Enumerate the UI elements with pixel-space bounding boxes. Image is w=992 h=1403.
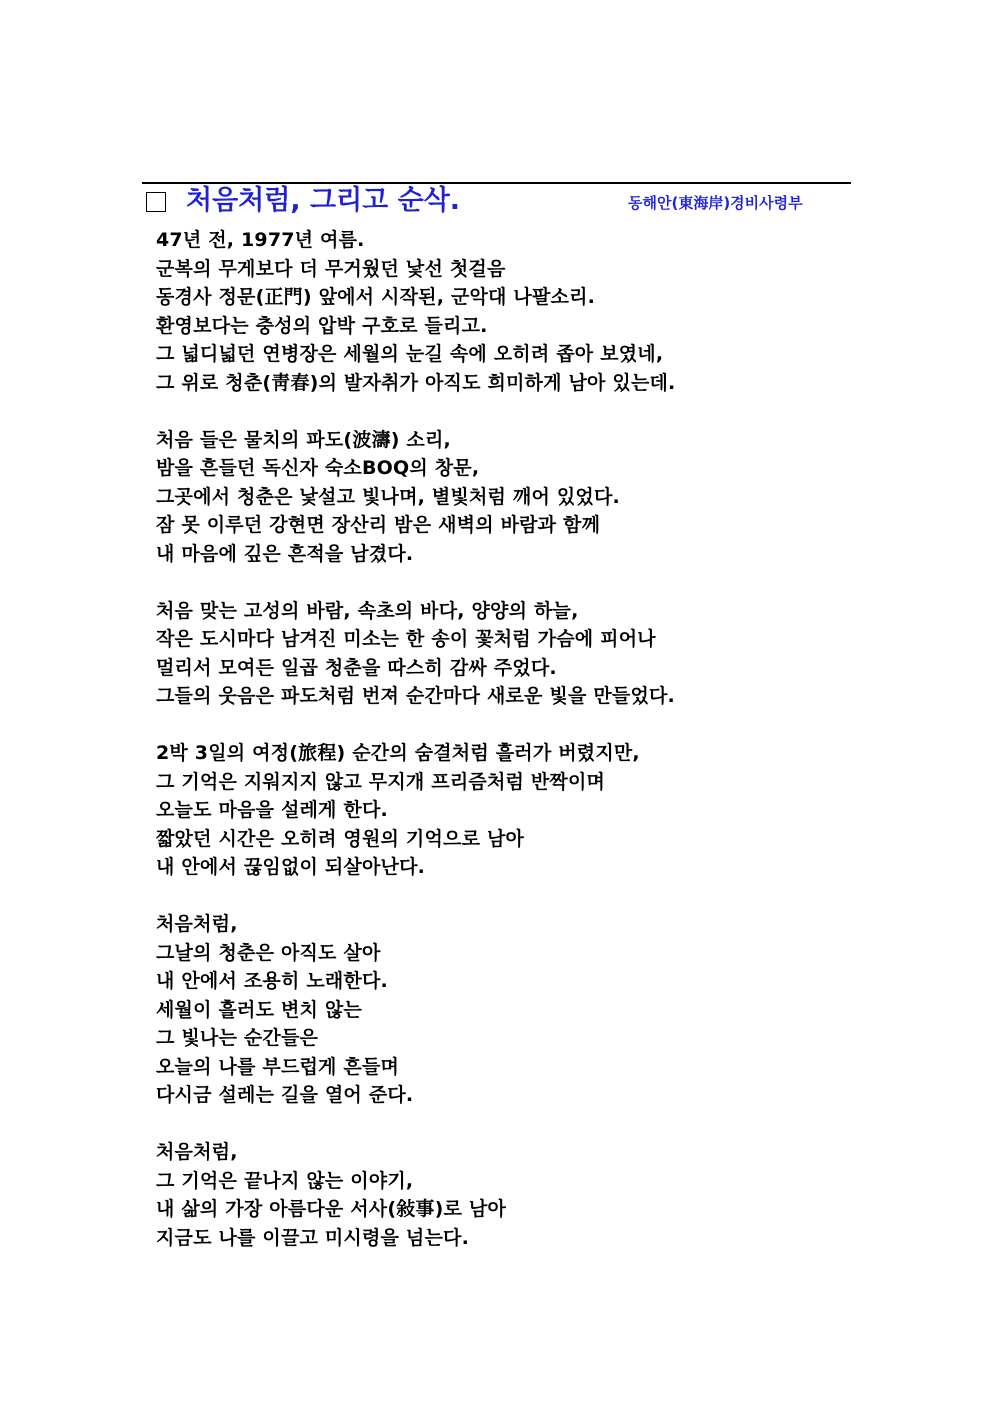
poem-line: 오늘의 나를 부드럽게 흔들며 [156,1055,400,1078]
poem-line: 그들의 웃음은 파도처럼 번져 순간마다 새로운 빛을 만들었다. [156,685,675,707]
poem-line: 동경사 정문(正門) 앞에서 시작된, 군악대 나팔소리. [156,286,596,308]
poem-body [156,226,846,1281]
poem-line: 내 안에서 조용히 노래한다. [156,970,388,992]
stanza-6 [156,1138,846,1252]
stanza-1 [156,226,846,397]
poem-line: 처음처럼, [156,913,238,935]
document-header [146,184,851,224]
stanza-2 [156,426,846,569]
poem-line: 그 위로 청춘(靑春)의 발자취가 아직도 희미하게 남아 있는데. [156,371,676,394]
poem-line: 다시금 설레는 길을 열어 준다. [156,1084,414,1106]
poem-line: 오늘도 마음을 설레게 한다. [156,799,388,821]
poem-line: 짧았던 시간은 오히려 영원의 기억으로 남아 [156,827,525,850]
poem-line: 멀리서 모여든 일곱 청춘을 따스히 감싸 주었다. [156,656,557,679]
poem-line: 잠 못 이루던 강현면 장산리 밤은 새벽의 바람과 함께 [156,514,601,536]
author-label: 동해안(東海岸)경비사령부 [628,194,803,212]
poem-line: 군복의 무게보다 더 무거웠던 낯선 첫걸음 [156,257,506,280]
poem-line: 밤을 흔들던 독신자 숙소BOQ의 창문, [156,457,480,479]
poem-line: 처음 맞는 고성의 바람, 속초의 바다, 양양의 하늘, [156,599,579,622]
stanza-3 [156,597,846,711]
poem-line: 처음처럼, [156,1141,238,1163]
poem-line: 처음 들은 물치의 파도(波濤) 소리, [156,428,451,451]
poem-line: 내 삶의 가장 아름다운 서사(敍事)로 남아 [156,1198,506,1220]
poem-line: 그 빛나는 순간들은 [156,1027,319,1049]
poem-line: 지금도 나를 이끌고 미시령을 넘는다. [156,1226,469,1249]
page-title: 처음처럼, 그리고 순삭. [186,185,461,216]
poem-line: 내 안에서 끊임없이 되살아난다. [156,856,426,878]
poem-line: 그 기억은 지워지지 않고 무지개 프리즘처럼 반짝이며 [156,770,606,793]
poem-line: 2박 3일의 여정(旅程) 순간의 숨결처럼 흘러가 버렸지만, [156,742,640,764]
poem-line: 그날의 청춘은 아직도 살아 [156,941,381,964]
poem-line: 내 마음에 깊은 흔적을 남겼다. [156,542,414,565]
poem-line: 그곳에서 청춘은 낯설고 빛나며, 별빛처럼 깨어 있었다. [156,485,620,508]
poem-line: 그 넓디넓던 연병장은 세월의 눈길 속에 오히려 좁아 보였네, [156,343,664,365]
poem-line: 그 기억은 끝나지 않는 이야기, [156,1169,414,1192]
stanza-5 [156,910,846,1110]
checkbox-square-icon [146,192,166,212]
poem-line: 세월이 흘러도 변치 않는 [156,998,362,1021]
stanza-4 [156,739,846,882]
poem-line: 환영보다는 충성의 압박 구호로 들리고. [156,314,488,337]
poem-line: 47년 전, 1977년 여름. [156,229,365,251]
poem-line: 작은 도시마다 남겨진 미소는 한 송이 꽃처럼 가슴에 피어나 [156,628,656,650]
